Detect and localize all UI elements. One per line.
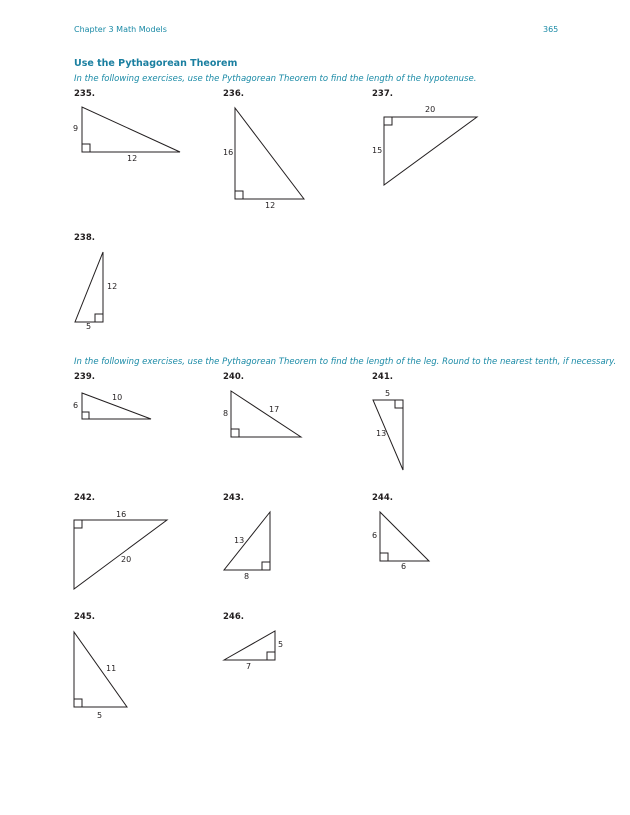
exercise-number: 241. — [372, 372, 393, 382]
triangle-245 — [74, 632, 127, 707]
side-label: 15 — [372, 146, 383, 155]
section-title: Use the Pythagorean Theorem — [74, 58, 238, 69]
side-label: 12 — [107, 282, 118, 291]
side-label: 7 — [246, 662, 252, 671]
side-label: 13 — [376, 429, 387, 438]
side-label: 20 — [425, 105, 436, 114]
side-label: 13 — [234, 536, 245, 545]
triangle-240 — [231, 391, 301, 437]
side-label: 5 — [86, 322, 92, 331]
side-label: 8 — [223, 409, 229, 418]
exercise-number: 237. — [372, 89, 393, 99]
exercise-number: 242. — [74, 493, 95, 503]
side-label: 12 — [127, 154, 138, 163]
side-label: 16 — [116, 510, 127, 519]
side-label: 10 — [112, 393, 123, 402]
side-label: 5 — [385, 389, 391, 398]
triangle-244 — [380, 512, 429, 561]
side-label: 16 — [223, 148, 234, 157]
exercise-number: 238. — [74, 233, 95, 243]
exercise-number: 235. — [74, 89, 95, 99]
triangle-236 — [235, 108, 304, 199]
side-label: 11 — [106, 664, 117, 673]
page-number: 365 — [543, 25, 559, 34]
exercise-number: 243. — [223, 493, 244, 503]
triangle-246 — [224, 631, 275, 660]
exercise-number: 246. — [223, 612, 244, 622]
side-label: 8 — [244, 572, 250, 581]
triangle-237 — [384, 117, 477, 185]
side-label: 6 — [73, 401, 79, 410]
side-label: 20 — [121, 555, 132, 564]
exercise-number: 239. — [74, 372, 95, 382]
triangle-243 — [224, 512, 270, 570]
side-label: 5 — [278, 640, 284, 649]
side-label: 17 — [269, 405, 280, 414]
triangle-235 — [82, 107, 180, 152]
side-label: 6 — [401, 562, 407, 571]
exercise-number: 245. — [74, 612, 95, 622]
side-label: 12 — [265, 201, 276, 210]
side-label: 6 — [372, 531, 378, 540]
exercise-number: 240. — [223, 372, 244, 382]
instruction-hypotenuse: In the following exercises, use the Pythagorean Theorem to find the length of the hypotenuse. — [74, 74, 477, 84]
exercise-number: 236. — [223, 89, 244, 99]
side-label: 9 — [73, 124, 79, 133]
instruction-leg: In the following exercises, use the Pythagorean Theorem to find the length of the leg. Round to the nearest tenth, if necessary. — [74, 357, 617, 367]
chapter-header: Chapter 3 Math Models — [74, 25, 167, 34]
triangle-238 — [75, 252, 103, 322]
exercise-number: 244. — [372, 493, 393, 503]
side-label: 5 — [97, 711, 103, 720]
